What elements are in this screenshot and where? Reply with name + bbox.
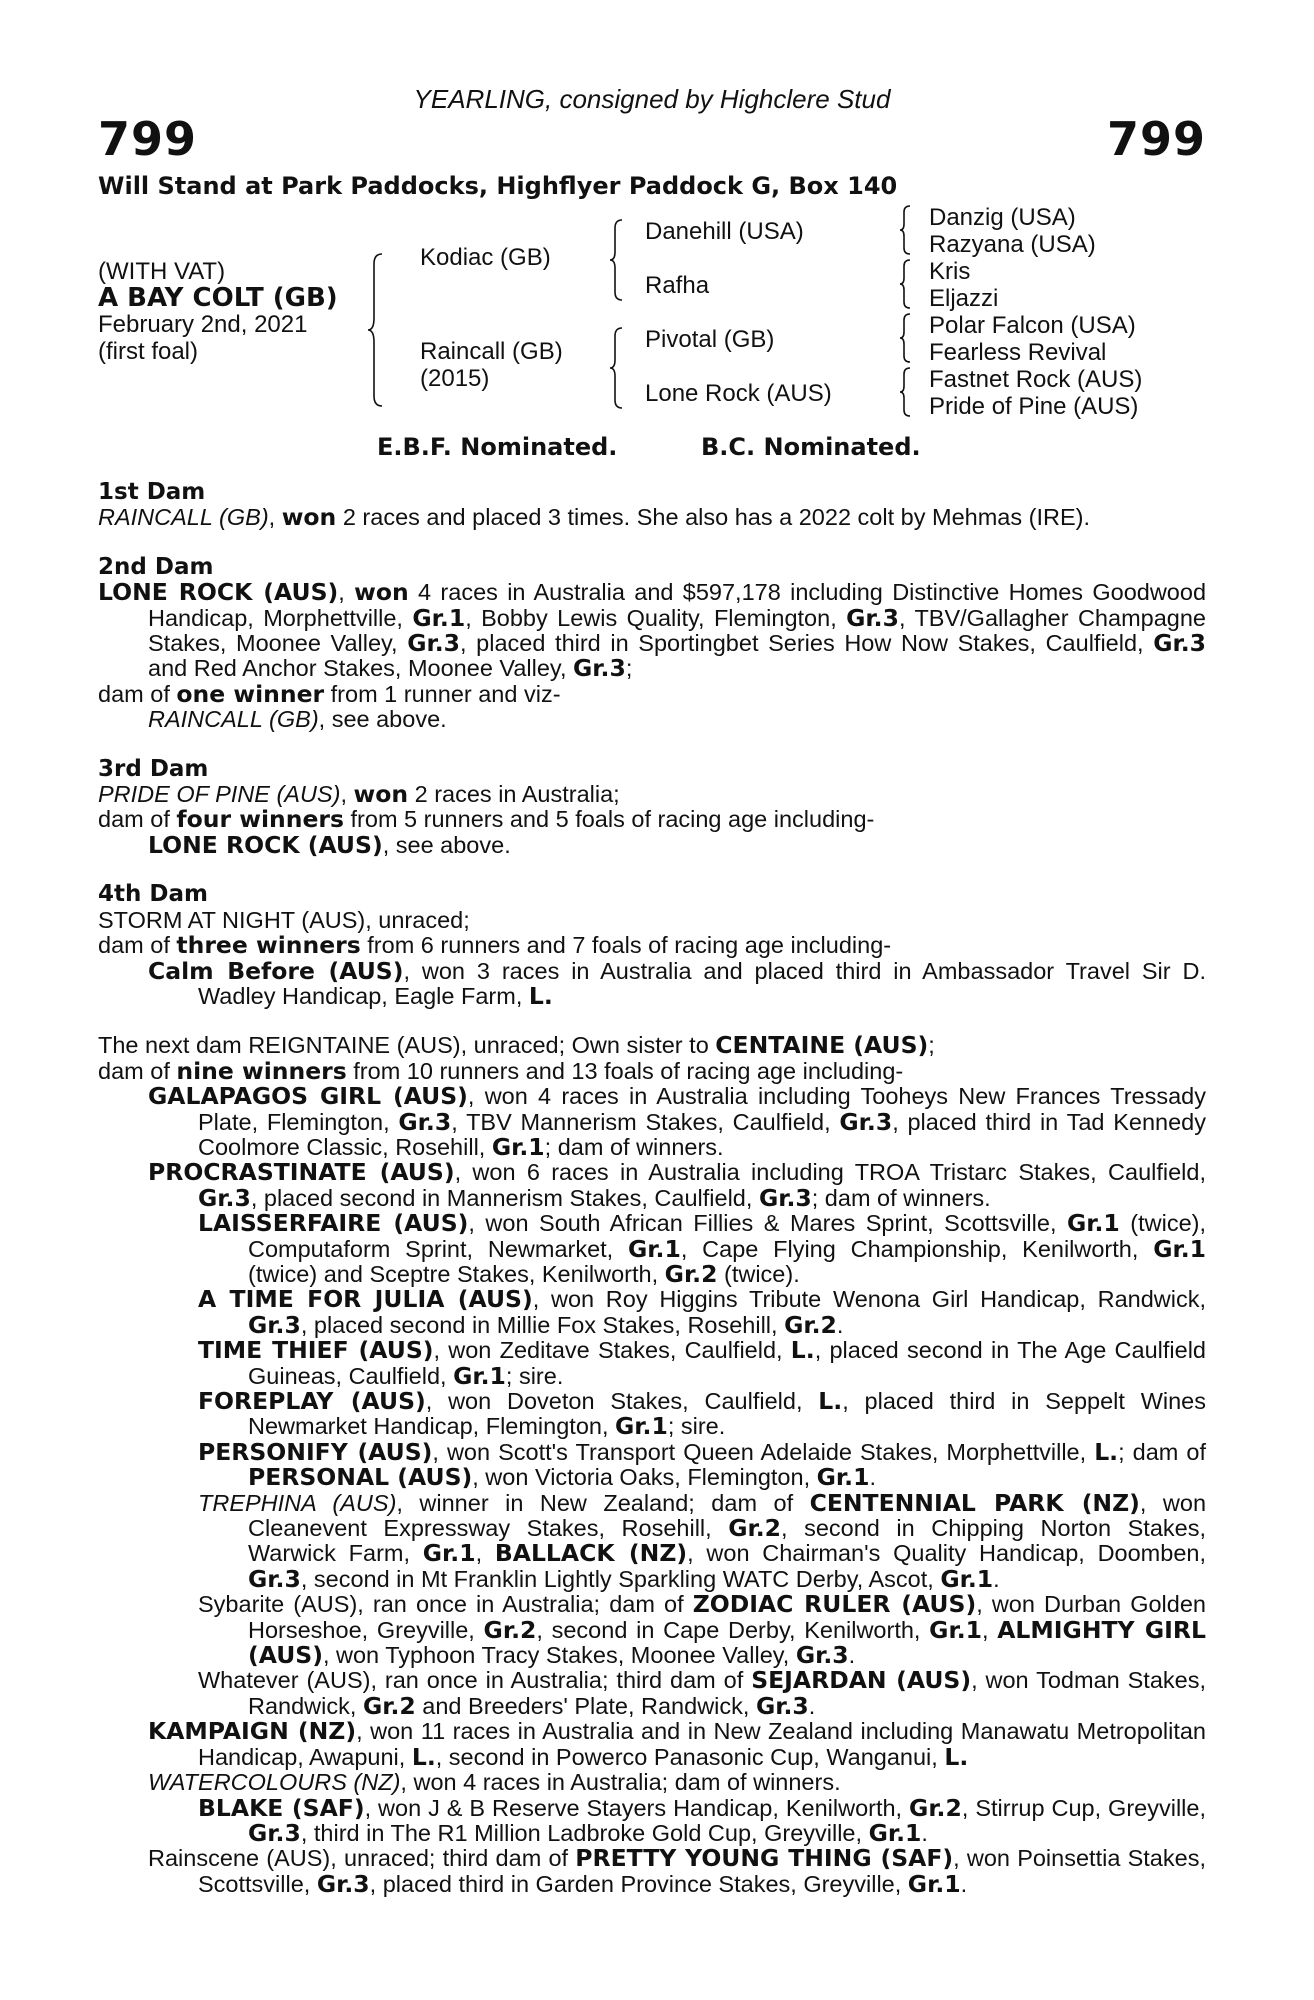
first-dam-section <box>98 480 1206 531</box>
dam-dam-name: Lone Rock (AUS) <box>645 380 832 407</box>
next-dam-section <box>98 1033 1206 1897</box>
ebf-nominated: E.B.F. Nominated. <box>377 433 618 461</box>
third-dam-progeny: LONE ROCK (AUS), see above. <box>148 830 511 859</box>
g6-name: Fearless Revival <box>929 339 1107 366</box>
pedigree-brace-g4 <box>898 366 914 418</box>
g4-name: Eljazzi <box>929 285 999 312</box>
vat-label: (WITH VAT) <box>98 258 226 285</box>
g5-name: Polar Falcon (USA) <box>929 312 1136 339</box>
dam-year: (2015) <box>420 365 490 392</box>
fourth-dam-text: STORM AT NIGHT (AUS), unraced; <box>98 906 470 933</box>
pedigree-brace-main <box>366 252 386 408</box>
progeny-blake: BLAKE (SAF), won J & B Reserve Stayers Handicap, Kenilworth, Gr.2, Stirrup Cup, Greyville, Gr.3, third in The R1 Million Ladbroke Gold Cup, Greyville, Gr.1. <box>198 1793 1206 1847</box>
g1-name: Danzig (USA) <box>929 204 1076 231</box>
third-dam-section <box>98 757 1206 859</box>
next-dam-produce: dam of nine winners from 10 runners and 13 foals of racing age including- <box>98 1056 904 1085</box>
consignor-line: YEARLING, consigned by Highclere Stud <box>413 84 891 114</box>
third-dam-text: PRIDE OF PINE (AUS), won 2 races in Australia; <box>98 780 620 809</box>
progeny-rainscene: Rainscene (AUS), unraced; third dam of PRETTY YOUNG THING (SAF), won Poinsettia Stakes, Scottsville, Gr.3, placed third in Garden Province Stakes, Greyville, Gr.1. <box>148 1844 1206 1898</box>
fourth-dam-produce: dam of three winners from 6 runners and 7 foals of racing age including- <box>98 931 892 960</box>
bc-nominated: B.C. Nominated. <box>701 433 921 461</box>
catalogue-page <box>98 0 1206 2000</box>
horse-dob: February 2nd, 2021 <box>98 311 308 338</box>
family-notes <box>98 480 1206 1897</box>
pedigree-brace-g2 <box>898 258 914 310</box>
g7-name: Fastnet Rock (AUS) <box>929 366 1143 393</box>
stand-location: Will Stand at Park Paddocks, Highflyer Paddock G, Box 140 <box>98 172 898 200</box>
third-dam-heading: 3rd Dam <box>98 755 209 782</box>
progeny-a-time-for-julia: A TIME FOR JULIA (AUS), won Roy Higgins Tribute Wenona Girl Handicap, Randwick, Gr.3, placed second in Millie Fox Stakes, Rosehill, Gr.2. <box>198 1285 1207 1339</box>
progeny-galapagos-girl: GALAPAGOS GIRL (AUS), won 4 races in Australia including Tooheys New Frances Tressady Plate, Flemington, Gr.3, TBV Mannerism Stakes, Caulfield, Gr.3, placed third in Tad Kennedy Coolmore Classic, Rosehill, Gr.1; dam of winners. <box>148 1082 1207 1161</box>
pedigree-brace-sire <box>608 218 626 302</box>
progeny-laisserfaire: LAISSERFAIRE (AUS), won South African Fillies & Mares Sprint, Scottsville, Gr.1 (twice), Computaform Sprint, Newmarket, Gr.1, Cape Flying Championship, Kenilworth, Gr.1 (twice) and Sceptre Stakes, Kenilworth, Gr.2 (twice). <box>198 1209 1206 1288</box>
progeny-watercolours: WATERCOLOURS (NZ), won 4 races in Australia; dam of winners. <box>148 1769 841 1796</box>
pedigree-brace-dam <box>608 326 626 410</box>
lot-number-right: 799 <box>1106 112 1206 166</box>
progeny-personify: PERSONIFY (AUS), won Scott's Transport Queen Adelaide Stakes, Morphettville, L.; dam of PERSONAL (AUS), won Victoria Oaks, Flemington, Gr.1. <box>198 1437 1206 1492</box>
fourth-dam-section <box>98 882 1206 1009</box>
progeny-foreplay: FOREPLAY (AUS), won Doveton Stakes, Caulfield, L., placed third in Seppelt Wines Newmarket Handicap, Flemington, Gr.1; sire. <box>198 1387 1207 1441</box>
sire-sire-name: Danehill (USA) <box>645 218 804 245</box>
lot-number-left: 799 <box>98 112 198 166</box>
progeny-whatever: Whatever (AUS), ran once in Australia; third dam of SEJARDAN (AUS), won Todman Stakes, Randwick, Gr.2 and Breeders' Plate, Randwick, Gr.3. <box>198 1666 1207 1720</box>
progeny-procrastinate: PROCRASTINATE (AUS), won 6 races in Australia including TROA Tristarc Stakes, Caulfield, Gr.3, placed second in Mannerism Stakes, Caulfield, Gr.3; dam of winners. <box>148 1158 1206 1212</box>
horse-name: A BAY COLT (GB) <box>98 283 338 313</box>
progeny-sybarite: Sybarite (AUS), ran once in Australia; dam of ZODIAC RULER (AUS), won Durban Golden Horseshoe, Greyville, Gr.2, second in Cape Derby, Kenilworth, Gr.1, ALMIGHTY GIRL (AUS), won Typhoon Tracy Stakes, Moonee Valley, Gr.3. <box>198 1590 1207 1670</box>
progeny-time-thief: TIME THIEF (AUS), won Zeditave Stakes, Caulfield, L., placed second in The Age Caulfield Guineas, Caulfield, Gr.1; sire. <box>198 1336 1206 1390</box>
horse-note: (first foal) <box>98 338 199 365</box>
second-dam-progeny: RAINCALL (GB), see above. <box>148 706 447 733</box>
third-dam-produce: dam of four winners from 5 runners and 5 foals of racing age including- <box>98 805 875 834</box>
second-dam-produce: dam of one winner from 1 runner and viz- <box>98 679 561 708</box>
fourth-dam-heading: 4th Dam <box>98 881 208 908</box>
g8-name: Pride of Pine (AUS) <box>929 393 1139 420</box>
pedigree-brace-g3 <box>898 312 914 364</box>
dam-sire-name: Pivotal (GB) <box>645 326 775 353</box>
sire-name: Kodiac (GB) <box>420 244 551 271</box>
first-dam-text: RAINCALL (GB), won 2 races and placed 3 times. She also has a 2022 colt by Mehmas (IRE). <box>98 503 1090 532</box>
sire-dam-name: Rafha <box>645 272 710 299</box>
second-dam-section <box>98 555 1206 733</box>
pedigree-brace-g1 <box>898 204 914 256</box>
g3-name: Kris <box>929 258 971 285</box>
second-dam-text: LONE ROCK (AUS), won 4 races in Australia and $597,178 including Distinctive Homes Goodwood Handicap, Morphettville, Gr.1, Bobby Lewis Quality, Flemington, Gr.3, TBV/Gallagher Champagne Stakes, Moonee Valley, Gr.3, placed third in Sportingbet Series How Now Stakes, Caulfield, Gr.3 and Red Anchor Stakes, Moonee Valley, Gr.3; <box>98 578 1207 683</box>
g2-name: Razyana (USA) <box>929 231 1096 258</box>
next-dam-text: The next dam REIGNTAINE (AUS), unraced; Own sister to CENTAINE (AUS); <box>98 1031 935 1060</box>
second-dam-heading: 2nd Dam <box>98 553 214 580</box>
fourth-dam-progeny: Calm Before (AUS), won 3 races in Australia and placed third in Ambassador Travel Sir D. Wadley Handicap, Eagle Farm, L. <box>148 956 1206 1010</box>
first-dam-heading: 1st Dam <box>98 479 206 505</box>
progeny-trephina: TREPHINA (AUS), winner in New Zealand; dam of CENTENNIAL PARK (NZ), won Cleanevent Expressway Stakes, Rosehill, Gr.2, second in Chipping Norton Stakes, Warwick Farm, Gr.1, BALLACK (NZ), won Chairman's Quality Handicap, Doomben, Gr.3, second in Mt Franklin Lightly Sparkling WATC Derby, Ascot, Gr.1. <box>198 1488 1207 1593</box>
progeny-kampaign: KAMPAIGN (NZ), won 11 races in Australia and in New Zealand including Manawatu Metropolitan Handicap, Awapuni, L., second in Powerco Panasonic Cup, Wanganui, L. <box>148 1717 1206 1771</box>
dam-name: Raincall (GB) <box>420 338 563 365</box>
